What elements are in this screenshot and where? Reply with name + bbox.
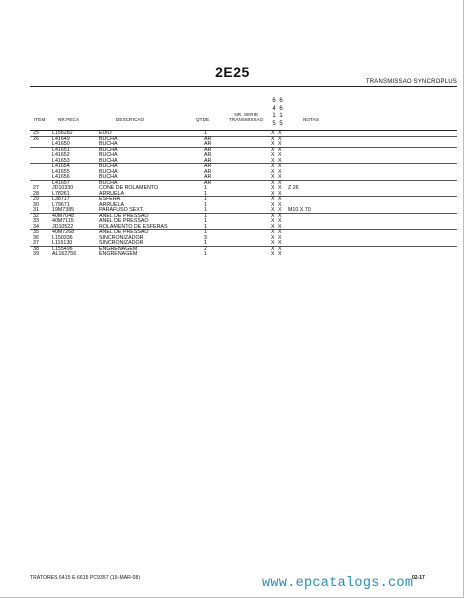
description: ANEL DE PRESSAO [99, 212, 149, 219]
part-number: JD10330 [52, 185, 74, 191]
part-number: 19M7385 [52, 207, 75, 213]
item-number: 35 [33, 229, 39, 235]
quantity: 1 [204, 196, 207, 202]
serial-mark: X [278, 212, 282, 219]
serial-mark: X [271, 152, 275, 158]
serial-digit: 1 [279, 113, 283, 120]
page-title: 2E25 [215, 64, 250, 80]
item-number: 38 [33, 245, 39, 252]
note: M10 X 70 [288, 207, 311, 213]
description: BUCHA [99, 146, 118, 153]
serial-header-col-2 [278, 98, 284, 128]
part-number: L38717 [52, 196, 70, 202]
quantity: 1 [204, 185, 207, 191]
serial-mark: X [278, 240, 282, 246]
serial-mark: X [271, 179, 275, 186]
description: PARAFUSO SEXT. [99, 207, 144, 213]
serial-mark: X [278, 157, 282, 164]
serial-mark: X [278, 174, 282, 180]
header-description: DESCRICAO [116, 117, 145, 122]
item-number: 26 [33, 135, 39, 142]
serial-mark: X [278, 196, 282, 202]
item-number: 39 [33, 251, 39, 257]
description: ESFERA [99, 196, 121, 202]
section-title: TRANSMISSAO SYNCROPLUS [365, 79, 457, 85]
quantity: 1 [204, 190, 207, 197]
serial-header-col-1 [271, 98, 277, 128]
part-number: L41653 [52, 157, 70, 164]
part-number: L41657 [52, 179, 70, 186]
part-number: AL162756 [52, 251, 77, 257]
serial-mark: X [271, 130, 275, 136]
serial-mark: X [271, 135, 275, 142]
quantity: AR [204, 168, 212, 175]
quantity: AR [204, 179, 212, 186]
part-number: L41652 [52, 152, 70, 158]
header-item: ITEM [34, 117, 46, 122]
part-number: L41651 [52, 146, 70, 153]
quantity: 1 [204, 240, 207, 246]
description: SINCRONIZADOR [99, 234, 144, 241]
footer-catalog-info: TRATORES 6415 E 6615 PC9357 (15-MAR-08) [30, 575, 141, 581]
header-quantity: QTDE. [196, 117, 211, 122]
serial-mark: X [271, 207, 275, 213]
serial-mark: X [271, 223, 275, 230]
serial-digit: 5 [279, 120, 283, 127]
header-serial-line-1: NR. SERIE [234, 112, 259, 117]
quantity: AR [204, 152, 212, 158]
item-number: 29 [33, 196, 39, 202]
serial-mark: X [278, 141, 282, 147]
part-number: L116130 [52, 240, 73, 246]
quantity: 1 [204, 251, 207, 257]
quantity: 1 [204, 130, 207, 136]
part-number: 40M7048 [52, 212, 75, 219]
description: ROLAMENTO DE ESFERAS [99, 223, 168, 230]
serial-mark: X [271, 168, 275, 175]
description: CONE DE ROLAMENTO [99, 185, 159, 191]
description: EIXO [99, 130, 112, 136]
quantity: AR [204, 135, 212, 142]
serial-mark: X [278, 152, 282, 158]
description: BUCHA [99, 163, 118, 169]
parts-table [0, 131, 465, 258]
item-number: 36 [33, 234, 39, 241]
quantity: 3 [204, 234, 207, 241]
quantity: AR [204, 141, 212, 147]
description: ENGRENAGEM [99, 251, 138, 257]
serial-mark: X [271, 141, 275, 147]
serial-mark: X [271, 157, 275, 164]
serial-mark: X [271, 201, 275, 208]
quantity: 1 [204, 218, 207, 224]
quantity: 1 [204, 223, 207, 230]
table-row [0, 252, 465, 258]
quantity: AR [204, 163, 212, 169]
serial-mark: X [278, 229, 282, 235]
serial-mark: X [278, 190, 282, 197]
serial-mark: X [278, 135, 282, 142]
serial-mark: X [271, 174, 275, 180]
serial-mark: X [271, 163, 275, 169]
description: ARRUELA [99, 201, 125, 208]
part-number: L78261 [52, 190, 70, 197]
serial-mark: X [271, 251, 275, 257]
quantity: 1 [204, 201, 207, 208]
serial-mark: X [271, 245, 275, 252]
serial-mark: X [278, 207, 282, 213]
serial-mark: X [278, 234, 282, 241]
serial-mark: X [278, 223, 282, 230]
serial-mark: X [271, 212, 275, 219]
description: ANEL DE PRESSAO [99, 218, 149, 224]
serial-digit: 6 [279, 98, 283, 104]
serial-mark: X [278, 245, 282, 252]
item-number: 32 [33, 212, 39, 219]
description: ANEL DE PRESSAO [99, 229, 149, 235]
serial-mark: X [278, 168, 282, 175]
footer-page-number: 02-17 [412, 575, 425, 581]
part-number: L150336 [52, 234, 73, 241]
serial-mark: X [278, 185, 282, 191]
part-number: JD10522 [52, 223, 74, 230]
serial-mark: X [278, 218, 282, 224]
serial-mark: X [271, 190, 275, 197]
description: ARRUELA [99, 190, 125, 197]
description: SINCRONIZADOR [99, 240, 144, 246]
quantity: 1 [204, 212, 207, 219]
part-number: L41649 [52, 135, 70, 142]
item-number: 30 [33, 201, 39, 208]
item-number: 31 [33, 207, 39, 213]
item-number: 34 [33, 223, 39, 230]
header-serial [229, 112, 264, 123]
description: BUCHA [99, 157, 118, 164]
part-number: 40M7115 [52, 218, 74, 224]
description: BUCHA [99, 179, 118, 186]
item-number: 28 [33, 190, 39, 197]
serial-digit: 1 [272, 113, 276, 120]
description: BUCHA [99, 174, 118, 180]
description: BUCHA [99, 168, 118, 175]
serial-digit: 4 [272, 105, 276, 112]
quantity: AR [204, 146, 212, 153]
quantity: 1 [204, 229, 207, 235]
serial-mark: X [278, 179, 282, 186]
serial-mark: X [271, 185, 275, 191]
quantity: 1 [204, 207, 207, 213]
part-number: L79671 [52, 201, 70, 208]
serial-mark: X [278, 163, 282, 169]
header-notes: NOTAS [303, 117, 319, 122]
item-number: 25 [33, 130, 39, 136]
part-number: L41655 [52, 168, 70, 175]
header-rule [30, 86, 457, 87]
serial-mark: X [278, 201, 282, 208]
serial-digit: 5 [272, 120, 276, 127]
part-number: L41650 [52, 141, 70, 147]
part-number: L155496 [52, 245, 73, 252]
quantity: 2 [204, 245, 207, 252]
description: BUCHA [99, 135, 118, 142]
serial-mark: X [278, 130, 282, 136]
serial-mark: X [278, 251, 282, 257]
part-number: L41654 [52, 163, 70, 169]
item-number: 27 [33, 185, 39, 191]
serial-mark: X [271, 196, 275, 202]
item-number: 33 [33, 218, 39, 224]
note: Z 26 [288, 185, 299, 191]
quantity: AR [204, 174, 212, 180]
serial-mark: X [271, 240, 275, 246]
description: BUCHA [99, 141, 118, 147]
quantity: AR [204, 157, 212, 164]
serial-mark: X [271, 234, 275, 241]
serial-digit: 6 [279, 105, 283, 112]
serial-mark: X [271, 218, 275, 224]
header-part-number: NR.PECA [58, 117, 80, 122]
serial-digit: 6 [272, 98, 276, 104]
part-number: L156282 [52, 130, 73, 136]
part-number: L41656 [52, 174, 70, 180]
serial-mark: X [271, 146, 275, 153]
item-number: 37 [33, 240, 39, 246]
header-serial-line-2: TRANSMISSAO [229, 117, 264, 123]
part-number: 40M7268 [52, 229, 75, 235]
description: ENGRENAGEM [99, 245, 138, 252]
serial-mark: X [271, 229, 275, 235]
serial-mark: X [278, 146, 282, 153]
description: BUCHA [99, 152, 118, 158]
watermark[interactable]: www.epcatalogs.com [262, 576, 414, 591]
